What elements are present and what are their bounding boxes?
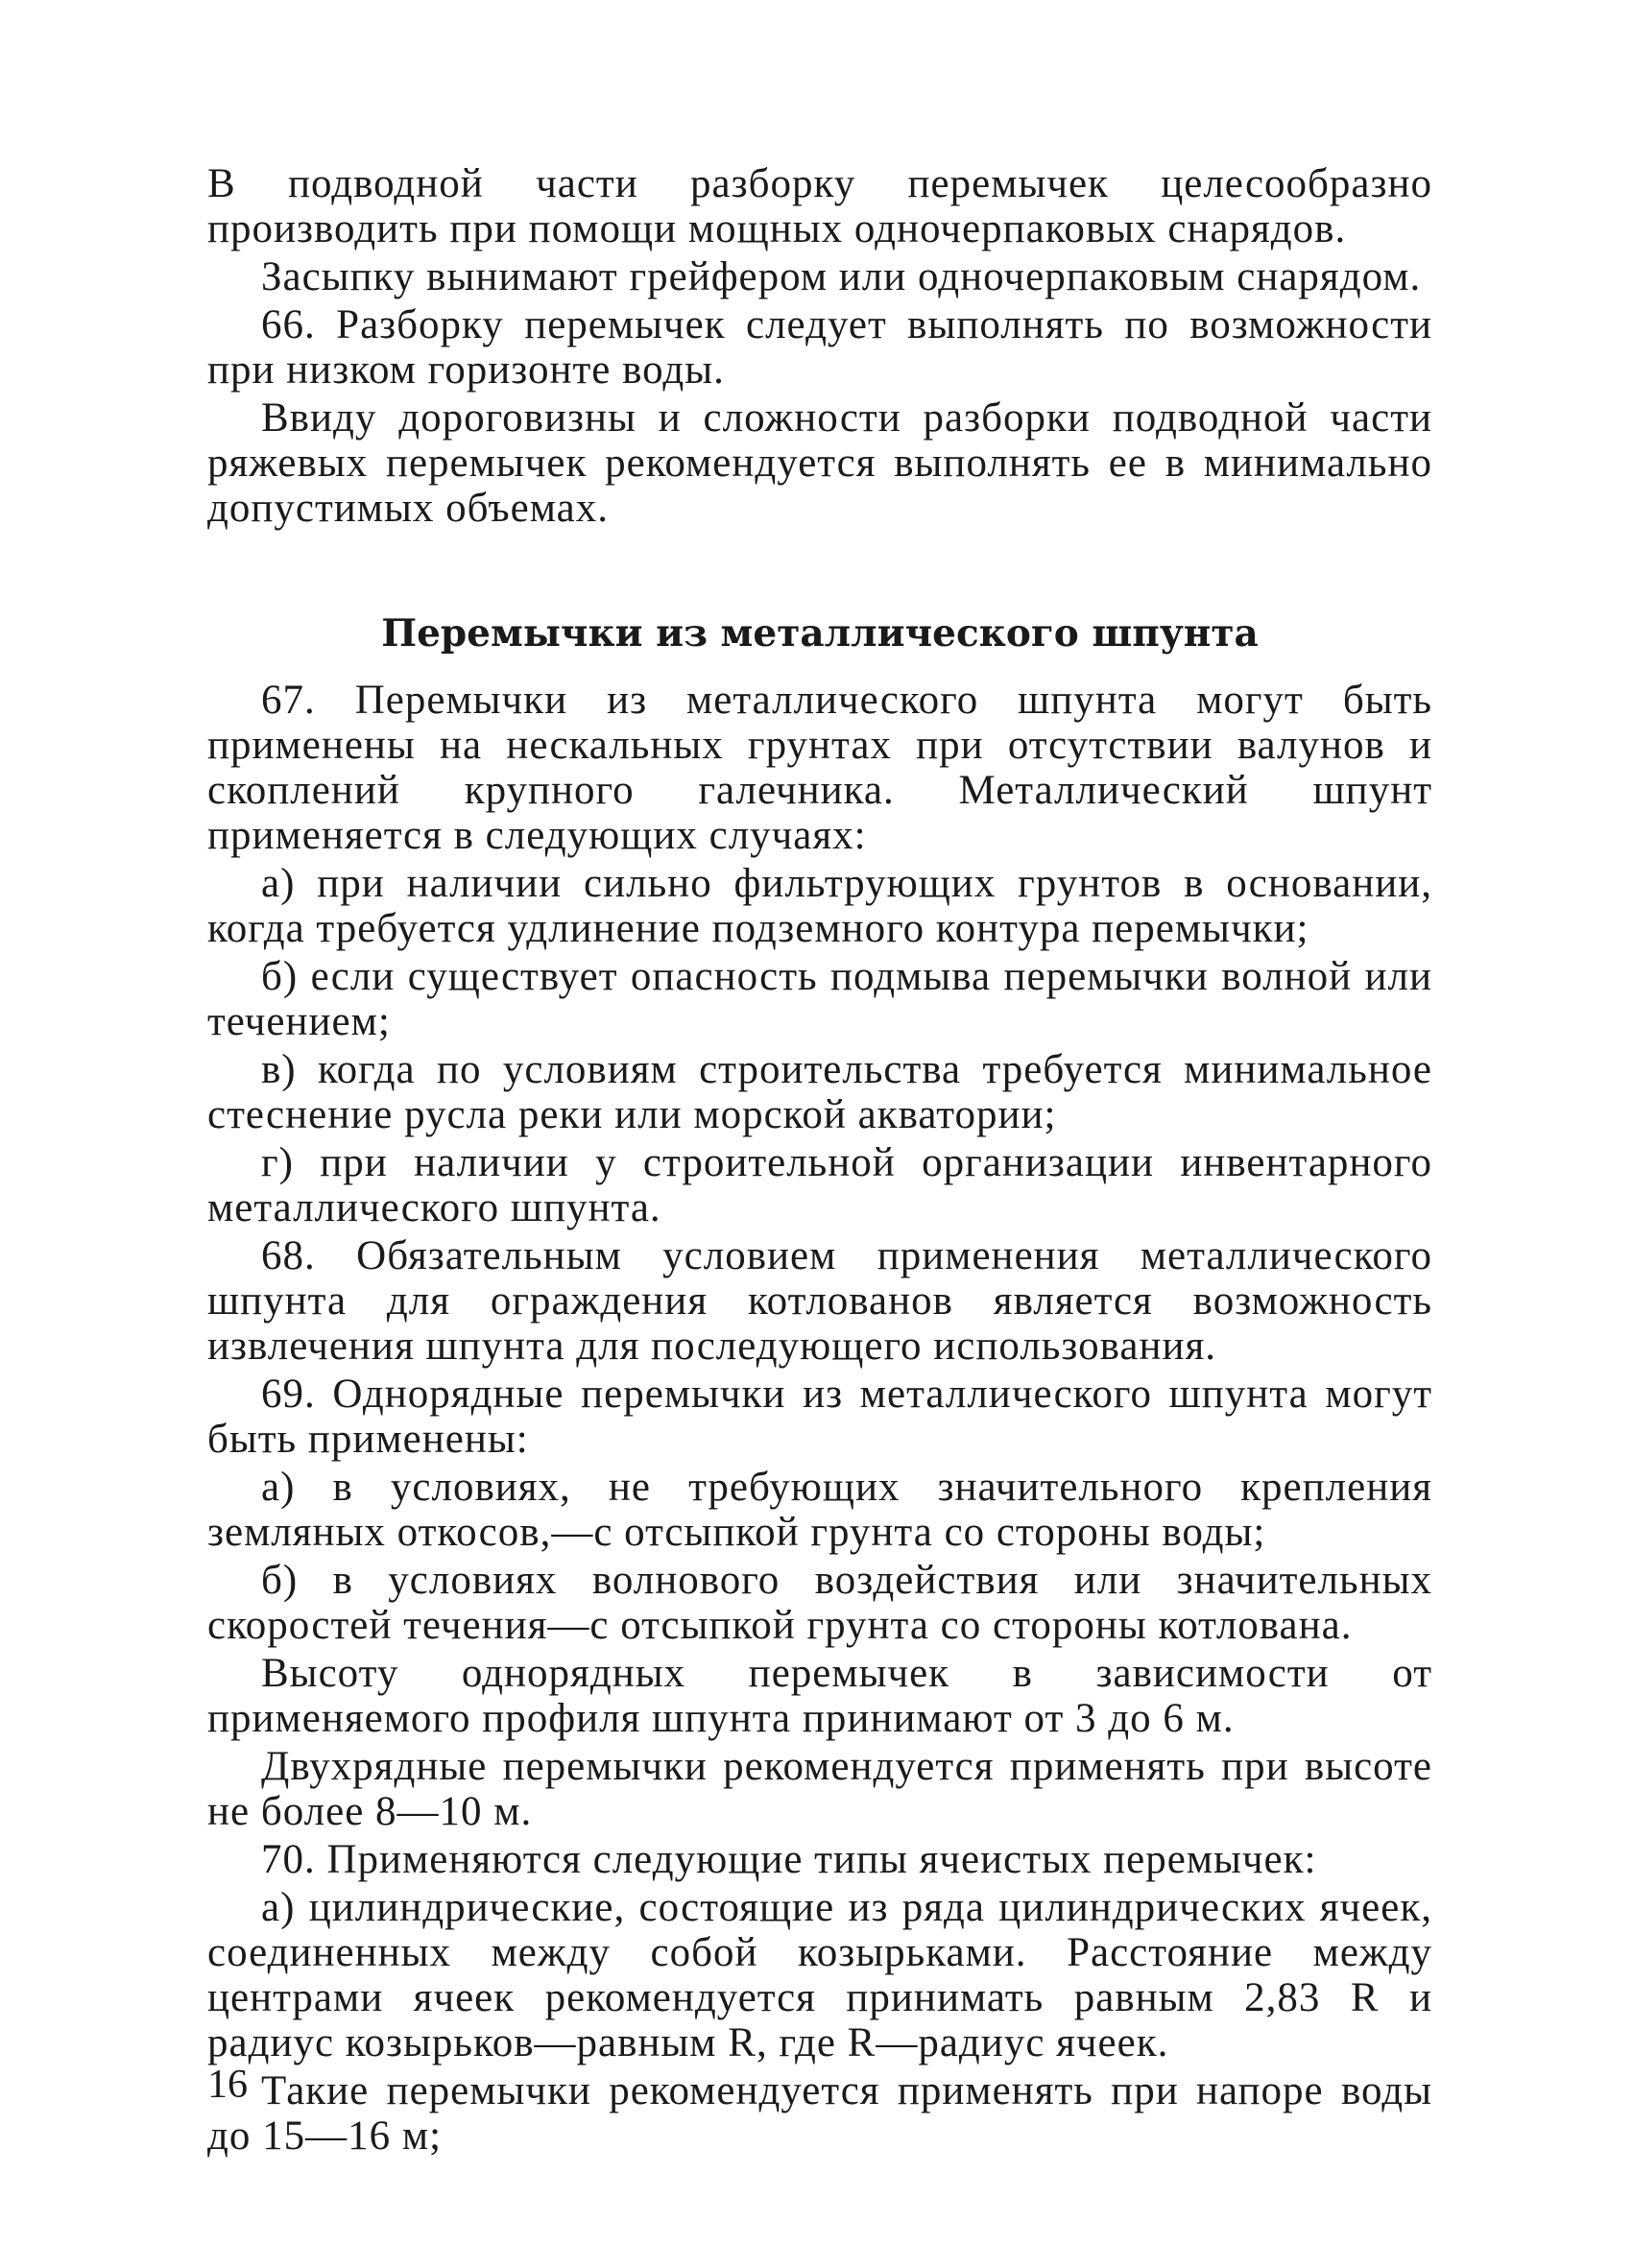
paragraph: 70. Применяются следующие типы ячеистых перемычек:	[261, 1837, 1317, 1882]
list-item: г) при наличии у строительной организации инвентарного металлического шпунта.	[207, 1140, 1432, 1230]
paragraph-group-top	[207, 161, 1432, 531]
body-text	[207, 161, 1432, 2159]
section-heading: Перемычки из металлического шпунта	[381, 611, 1259, 656]
paragraph: Ввиду дороговизны и сложности разборки подводной части ряжевых перемычек рекомендуется выполнять ее в минимально допустимых объемах.	[207, 395, 1432, 531]
paragraph: Высоту однорядных перемычек в зависимости от применяемого профиля шпунта принимают от 3 до 6 м.	[207, 1651, 1432, 1741]
page-number: 16	[207, 2063, 248, 2107]
paragraph-group-bottom	[207, 678, 1432, 2159]
paragraph: 68. Обязательным условием применения металлического шпунта для ограждения котлованов является возможность извлечения шпунта для последующего использования.	[207, 1233, 1432, 1369]
paragraph: Двухрядные перемычки рекомендуется применять при высоте не более 8—10 м.	[207, 1744, 1432, 1834]
list-item: а) цилиндрические, состоящие из ряда цилиндрических ячеек, соединенных между собой козырьками. Расстояние между центрами ячеек рекомендуется принимать равным 2,83 R и радиус козырьков—равным R, где R—радиус ячеек.	[207, 1885, 1432, 2065]
paragraph: 66. Разборку перемычек следует выполнять по возможности при низком горизонте воды.	[207, 302, 1432, 393]
list-item: б) если существует опасность подмыва перемычки волной или течением;	[207, 954, 1432, 1044]
list-item: в) когда по условиям строительства требуется минимальное стеснение русла реки или морской акватории;	[207, 1047, 1432, 1137]
paragraph: Засыпку вынимают грейфером или одночерпаковым снарядом.	[261, 254, 1422, 299]
list-item: б) в условиях волнового воздействия или значительных скоростей течения—с отсыпкой грунта со стороны котлована.	[207, 1558, 1432, 1648]
list-item: а) при наличии сильно фильтрующих грунтов в основании, когда требуется удлинение подземного контура перемычки;	[207, 861, 1432, 951]
paragraph: Такие перемычки рекомендуется применять при напоре воды до 15—16 м;	[207, 2068, 1432, 2159]
list-item: а) в условиях, не требующих значительного крепления земляных откосов,—с отсыпкой грунта со стороны воды;	[207, 1465, 1432, 1555]
paragraph: 67. Перемычки из металлического шпунта могут быть применены на нескальных грунтах при отсутствии валунов и скоплений крупного галечника. Металлический шпунт применяется в следующих случаях:	[207, 678, 1432, 858]
paragraph: 69. Однорядные перемычки из металлического шпунта могут быть применены:	[207, 1372, 1432, 1462]
paragraph: В подводной части разборку перемычек целесообразно производить при помощи мощных одночерпаковых снарядов.	[207, 161, 1432, 251]
